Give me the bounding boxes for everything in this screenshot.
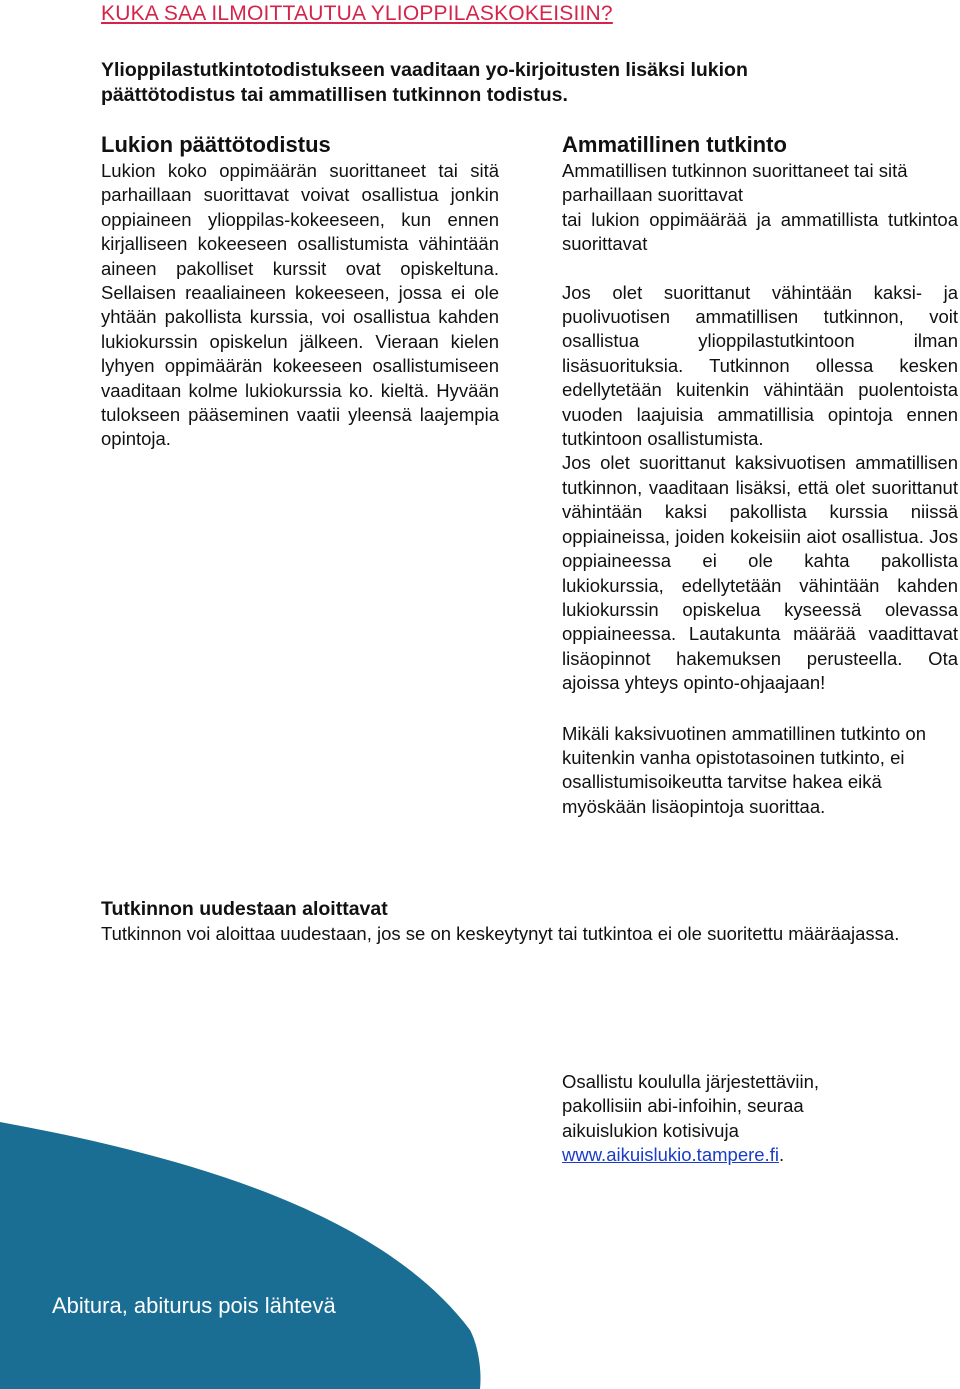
right-column-paragraph-3: Jos olet suorittanut kaksivuotisen ammatillisen tutkinnon, vaaditaan lisäksi, että olet suorittanut vähintään kaksi pakollista kurssia niissä oppiaineissa, joiden kokeisiin aiot osallistua. Jos oppiaineessa ei ole kahta pakollista lukiokurssia, edellytetään vähintään kahden lukiokurssin opiskelua kyseessä olevassa oppiaineessa. Lautakunta määrää vaadittavat lisäopinnot hakemuksen perusteella. Ota ajoissa yhteys opinto-ohjaajaan! bbox=[562, 452, 958, 694]
spacer bbox=[562, 696, 958, 722]
left-column bbox=[101, 131, 499, 452]
spacer bbox=[562, 257, 958, 281]
right-column bbox=[562, 131, 958, 819]
left-column-title: Lukion päättötodistus bbox=[101, 132, 331, 157]
right-column-line: Ammatillisen tutkinnon suorittaneet tai sitä bbox=[562, 160, 908, 181]
footer-caption: Abitura, abiturus pois lähtevä bbox=[52, 1293, 336, 1318]
page-heading-link[interactable]: KUKA SAA ILMOITTAUTUA YLIOPPILASKOKEISIIN? bbox=[101, 2, 613, 25]
info-text: Osallistu koululla järjestettäviin, pakollisiin abi-infoihin, seuraa aikuislukion kotisivuja bbox=[562, 1071, 820, 1141]
right-column-paragraph-4: Mikäli kaksivuotinen ammatillinen tutkinto on kuitenkin vanha opistotasoinen tutkinto, ei osallistumisoikeutta tarvitse hakea eikä myöskään lisäopintoja suorittaa. bbox=[562, 722, 927, 817]
restart-text: Tutkinnon voi aloittaa uudestaan, jos se on keskeytynyt tai tutkintoa ei ole suoritettu määräajassa. bbox=[101, 923, 900, 944]
wave-fill bbox=[0, 1122, 481, 1389]
restart-section bbox=[101, 897, 958, 946]
left-column-paragraph: Lukion koko oppimäärän suorittaneet tai sitä parhaillaan suorittavat voivat osallistua jonkin oppiaineen ylioppilas-kokeeseen, kun ennen kirjalliseen kokeeseen osallistumista vähintään aineen pakolliset kurssit ovat opiskeltuna. Sellaisen reaaliaineen kokeeseen, jossa ei ole yhtään pakollista kurssia, voi osallistua kahden lukiokurssin opiskelun jälkeen. Vieraan kielen lyhyen oppimäärän kokeeseen osallistumiseen vaaditaan kolme lukiokurssia ko. kieltä. Hyvään tulokseen pääseminen vaatii yleensä laajempia opintoja. bbox=[101, 160, 499, 450]
restart-title: Tutkinnon uudestaan aloittavat bbox=[101, 898, 388, 920]
info-period: . bbox=[778, 1144, 785, 1166]
info-box bbox=[562, 1070, 902, 1168]
right-column-line: parhaillaan suorittavat bbox=[562, 184, 743, 206]
intro-text: Ylioppilastutkintotodistukseen vaaditaan yo-kirjoitusten lisäksi lukion päättötodistus tai ammatillisen tutkinnon todistus. bbox=[101, 59, 748, 106]
right-column-paragraph-2: Jos olet suorittanut vähintään kaksi- ja puolivuotisen ammatillisen tutkinnon, voit osallistua ylioppilastutkintoon ilman lisäsuorituksia. Tutkinnon ollessa kesken edellytetään kuitenkin vähintään puolentoista vuoden laajuisia ammatillisia opintoja ennen tutkintoon osallistumista. bbox=[562, 281, 958, 450]
website-link[interactable]: www.aikuislukio.tampere.fi bbox=[562, 1144, 779, 1166]
right-column-title: Ammatillinen tutkinto bbox=[562, 132, 787, 157]
right-column-line: tai lukion oppimäärää ja ammatillista tutkintoa suorittavat bbox=[562, 208, 958, 255]
